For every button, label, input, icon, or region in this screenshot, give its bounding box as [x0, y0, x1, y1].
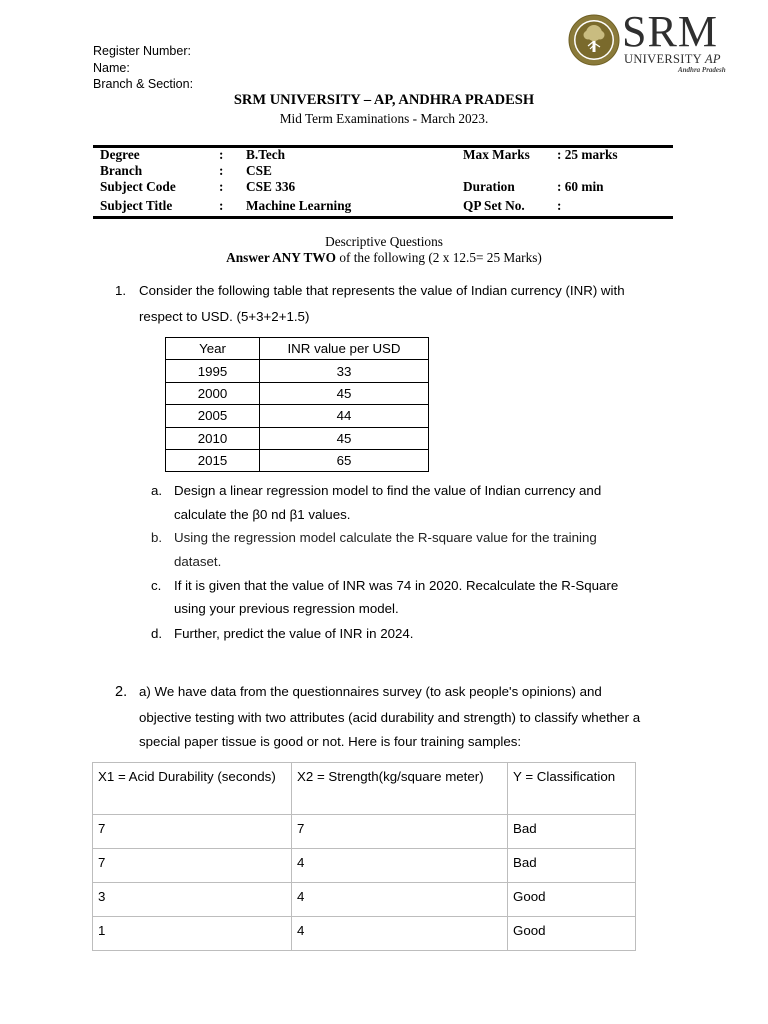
cls-cell-x2: 4 — [292, 849, 508, 883]
table-row — [93, 917, 636, 951]
cls-cell-x2: 4 — [292, 883, 508, 917]
q1-part-d-label: d. — [151, 626, 163, 641]
cls-cell-x2: 7 — [292, 815, 508, 849]
cls-cell-x1: 3 — [93, 883, 292, 917]
logo-srm-text: SRM — [622, 7, 718, 56]
table-row — [166, 427, 429, 449]
q1-part-c-label: c. — [151, 578, 162, 593]
q1-part-c-line1: If it is given that the value of INR was 74 in 2020. Recalculate the R-Square — [174, 578, 619, 593]
info-row-branch — [100, 163, 673, 179]
cls-cell-y: Bad — [508, 849, 636, 883]
inr-header-value: INR value per USD — [260, 338, 429, 360]
inr-cell-year: 1995 — [166, 360, 260, 382]
logo-university-text — [624, 52, 721, 66]
logo-ap-word: AP — [704, 52, 721, 66]
info-bottom-rule — [93, 216, 673, 219]
section-heading: Descriptive Questions — [325, 234, 443, 249]
subject-code-value: CSE 336 — [246, 179, 296, 194]
table-row — [93, 849, 636, 883]
subject-title-colon: : — [219, 198, 224, 213]
q1-part-d-line1: Further, predict the value of INR in 2024. — [174, 626, 414, 641]
cls-cell-y: Bad — [508, 815, 636, 849]
branch-section-label: Branch & Section: — [93, 77, 194, 91]
inr-table — [165, 337, 429, 472]
inr-cell-year: 2015 — [166, 449, 260, 471]
cls-cell-x1: 7 — [93, 815, 292, 849]
logo-tagline: Andhra Pradesh — [678, 66, 726, 74]
inr-cell-value: 33 — [260, 360, 429, 382]
inr-cell-year: 2000 — [166, 382, 260, 404]
cls-header-y: Y = Classification — [508, 763, 636, 815]
inr-cell-year: 2005 — [166, 405, 260, 427]
branch-label: Branch — [100, 163, 143, 178]
degree-label: Degree — [100, 147, 140, 162]
q1-part-a-line2: calculate the β0 nd β1 values. — [174, 507, 351, 522]
q1-part-a-label: a. — [151, 483, 163, 498]
q1-part-c-line2: using your previous regression model. — [174, 601, 399, 616]
cls-header-x2: X2 = Strength(kg/square meter) — [292, 763, 508, 815]
table-row — [166, 382, 429, 404]
subject-code-colon: : — [219, 179, 224, 194]
table-row — [93, 815, 636, 849]
subject-title-value: Machine Learning — [246, 198, 352, 213]
inr-cell-year: 2010 — [166, 427, 260, 449]
q2-number: 2. — [115, 684, 128, 700]
university-logo — [568, 7, 738, 76]
q1-part-b-line1: Using the regression model calculate the R-square value for the training — [174, 530, 597, 545]
inr-cell-value: 45 — [260, 382, 429, 404]
table-row — [166, 449, 429, 471]
q1-part-b-line2: dataset. — [174, 554, 222, 569]
cls-cell-x2: 4 — [292, 917, 508, 951]
inr-cell-value: 44 — [260, 405, 429, 427]
degree-colon: : — [219, 147, 224, 162]
inr-cell-value: 45 — [260, 427, 429, 449]
q1-line2: respect to USD. (5+3+2+1.5) — [139, 309, 310, 324]
register-number-label: Register Number: — [93, 44, 191, 58]
inr-header-year: Year — [166, 338, 260, 360]
section-instruction — [0, 250, 768, 266]
instruction-rest: of the following (2 x 12.5= 25 Marks) — [336, 250, 542, 265]
university-seal-icon — [568, 14, 620, 66]
max-marks-label: Max Marks — [463, 147, 530, 162]
q1-number: 1. — [115, 283, 127, 298]
exam-subtitle: Mid Term Examinations - March 2023. — [279, 111, 489, 126]
classification-table — [92, 762, 636, 951]
info-row-subject-title — [100, 198, 673, 214]
classification-table-header — [93, 763, 636, 815]
q1-part-a-line1: Design a linear regression model to find the value of Indian currency and — [174, 483, 602, 498]
instruction-bold: Answer ANY TWO — [226, 250, 336, 265]
cls-header-x1: X1 = Acid Durability (seconds) — [93, 763, 292, 815]
cls-cell-x1: 7 — [93, 849, 292, 883]
inr-table-header — [166, 338, 429, 360]
qp-set-value: : — [557, 198, 562, 213]
duration-label: Duration — [463, 179, 515, 194]
table-row — [166, 405, 429, 427]
q2-line3: special paper tissue is good or not. Here is four training samples: — [139, 734, 522, 749]
cls-cell-y: Good — [508, 917, 636, 951]
inr-cell-value: 65 — [260, 449, 429, 471]
info-row-degree — [100, 147, 673, 163]
table-row — [166, 360, 429, 382]
branch-colon: : — [219, 163, 224, 178]
q1-line1: Consider the following table that represents the value of Indian currency (INR) with — [139, 283, 625, 298]
subject-code-label: Subject Code — [100, 179, 176, 194]
duration-value: : 60 min — [557, 179, 604, 194]
branch-value: CSE — [246, 163, 272, 178]
cls-cell-y: Good — [508, 883, 636, 917]
logo-university-word: UNIVERSITY — [624, 52, 702, 66]
q2-line2: objective testing with two attributes (acid durability and strength) to classify whether a — [139, 710, 641, 725]
info-row-subject-code — [100, 179, 673, 195]
subject-title-label: Subject Title — [100, 198, 173, 213]
q1-part-b-label: b. — [151, 530, 163, 545]
degree-value: B.Tech — [246, 147, 286, 162]
cls-cell-x1: 1 — [93, 917, 292, 951]
university-title: SRM UNIVERSITY – AP, ANDHRA PRADESH — [233, 92, 535, 108]
max-marks-value: : 25 marks — [557, 147, 618, 162]
name-label: Name: — [93, 61, 130, 75]
qp-set-label: QP Set No. — [463, 198, 525, 213]
q2-line1: a) We have data from the questionnaires survey (to ask people's opinions) and — [139, 684, 602, 699]
table-row — [93, 883, 636, 917]
